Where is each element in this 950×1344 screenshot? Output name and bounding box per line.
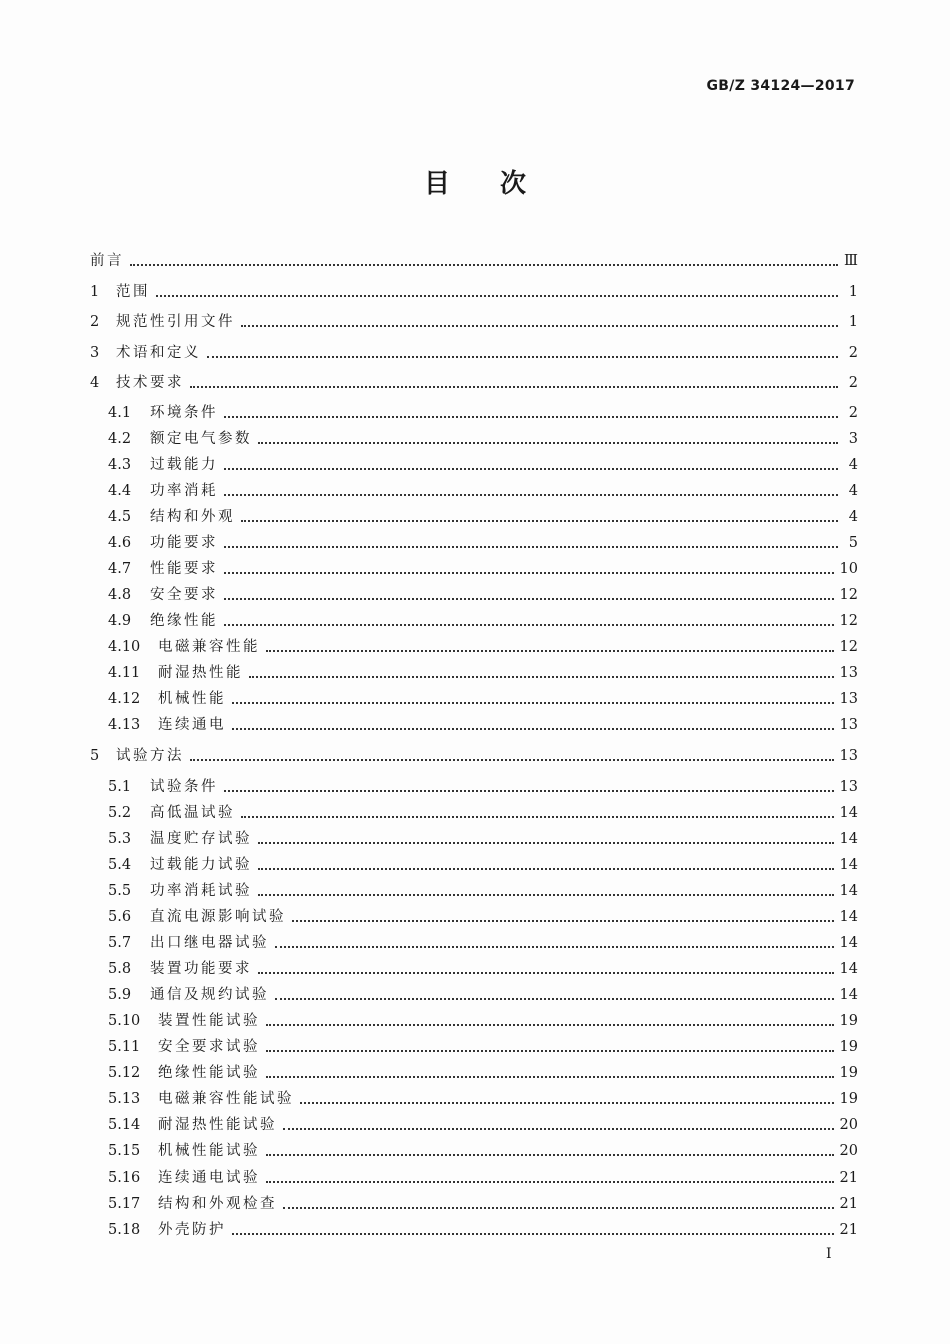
toc-entry-label: 电磁兼容性能试验 bbox=[158, 1091, 294, 1107]
toc-entry-number: 4 bbox=[90, 375, 100, 391]
toc-entry-number: 5 bbox=[90, 748, 100, 764]
toc-entry-page: 19 bbox=[839, 1065, 858, 1081]
toc-dot-leader bbox=[232, 701, 834, 704]
toc-entry-label: 连续通电 bbox=[158, 717, 226, 733]
toc-dot-leader bbox=[258, 893, 834, 896]
toc-entry-label: 性能要求 bbox=[150, 561, 218, 577]
toc-entry-label: 前言 bbox=[90, 253, 124, 269]
toc-entry-number: 4.2 bbox=[108, 431, 132, 447]
toc-entry-page: 4 bbox=[848, 457, 858, 473]
toc-entry[interactable] bbox=[108, 684, 858, 708]
toc-dot-leader bbox=[292, 919, 834, 922]
toc-entry-number: 2 bbox=[90, 314, 100, 330]
toc-dot-leader bbox=[275, 997, 834, 1000]
toc-entry-label: 术语和定义 bbox=[116, 345, 201, 361]
toc-entry-page: 4 bbox=[848, 509, 858, 525]
toc-entry-number: 5.13 bbox=[108, 1091, 141, 1107]
toc-entry[interactable] bbox=[108, 902, 858, 926]
toc-entry-page: 1 bbox=[848, 314, 858, 330]
toc-entry-page: 21 bbox=[839, 1222, 858, 1238]
toc-entry-number: 5.17 bbox=[108, 1196, 141, 1212]
title-char-1: 目 bbox=[423, 169, 450, 199]
toc-dot-leader bbox=[130, 263, 838, 266]
toc-entry-page: 21 bbox=[839, 1196, 858, 1212]
toc-entry-page: 14 bbox=[839, 883, 858, 899]
toc-entry-number: 4.7 bbox=[108, 561, 132, 577]
toc-entry[interactable] bbox=[108, 1110, 858, 1134]
toc-entry-page: 2 bbox=[848, 345, 858, 361]
toc-entry-label: 过载能力试验 bbox=[150, 857, 252, 873]
toc-entry-number: 5.11 bbox=[108, 1039, 141, 1055]
toc-entry-page: 14 bbox=[839, 857, 858, 873]
toc-dot-leader bbox=[224, 545, 838, 548]
toc-entry-label: 技术要求 bbox=[116, 375, 184, 391]
toc-entry-page: Ⅲ bbox=[844, 253, 858, 269]
toc-entry[interactable] bbox=[108, 450, 858, 474]
toc-entry-label: 高低温试验 bbox=[150, 805, 235, 821]
toc-entry-label: 试验方法 bbox=[116, 748, 184, 764]
toc-entry-number: 5.9 bbox=[108, 987, 132, 1003]
toc-entry-label: 绝缘性能 bbox=[150, 613, 218, 629]
toc-entry[interactable] bbox=[108, 632, 858, 656]
toc-dot-leader bbox=[207, 355, 838, 358]
toc-dot-leader bbox=[224, 415, 838, 418]
toc-dot-leader bbox=[258, 441, 838, 444]
toc-entry-label: 结构和外观 bbox=[150, 509, 235, 525]
toc-entry-label: 安全要求 bbox=[150, 587, 218, 603]
toc-dot-leader bbox=[241, 324, 838, 327]
toc-entry[interactable] bbox=[90, 246, 858, 270]
toc-dot-leader bbox=[258, 971, 834, 974]
toc-entry[interactable] bbox=[108, 1006, 858, 1030]
toc-entry-page: 20 bbox=[839, 1117, 858, 1133]
toc-dot-leader bbox=[283, 1127, 834, 1130]
toc-dot-leader bbox=[224, 493, 838, 496]
toc-entry-label: 环境条件 bbox=[150, 405, 218, 421]
toc-entry[interactable] bbox=[108, 1136, 858, 1160]
toc-entry[interactable] bbox=[108, 954, 858, 978]
toc-entry-page: 12 bbox=[839, 639, 858, 655]
toc-entry-label: 直流电源影响试验 bbox=[150, 909, 286, 925]
page-folio: I bbox=[826, 1246, 832, 1262]
toc-dot-leader bbox=[283, 1206, 834, 1209]
toc-entry-page: 5 bbox=[848, 535, 858, 551]
toc-entry[interactable] bbox=[108, 824, 858, 848]
toc-entry-label: 额定电气参数 bbox=[150, 431, 252, 447]
toc-dot-leader bbox=[232, 1232, 834, 1235]
toc-entry-page: 19 bbox=[839, 1039, 858, 1055]
toc-entry-number: 4.10 bbox=[108, 639, 141, 655]
toc-entry-label: 装置功能要求 bbox=[150, 961, 252, 977]
toc-entry[interactable] bbox=[108, 980, 858, 1004]
toc-entry-page: 13 bbox=[839, 665, 858, 681]
toc-entry[interactable] bbox=[108, 658, 858, 682]
toc-dot-leader bbox=[232, 727, 834, 730]
toc-entry-label: 耐湿热性能 bbox=[158, 665, 243, 681]
toc-entry-page: 20 bbox=[839, 1143, 858, 1159]
toc-dot-leader bbox=[266, 649, 834, 652]
toc-entry[interactable] bbox=[108, 1215, 858, 1239]
toc-entry-number: 5.3 bbox=[108, 831, 132, 847]
toc-dot-leader bbox=[224, 623, 834, 626]
toc-dot-leader bbox=[258, 841, 834, 844]
toc-entry-label: 出口继电器试验 bbox=[150, 935, 269, 951]
toc-entry[interactable] bbox=[90, 338, 858, 362]
toc-dot-leader bbox=[266, 1153, 834, 1156]
toc-entry-page: 14 bbox=[839, 909, 858, 925]
toc-entry-page: 2 bbox=[848, 405, 858, 421]
toc-entry-number: 4.8 bbox=[108, 587, 132, 603]
toc-entry-page: 13 bbox=[839, 691, 858, 707]
toc-entry[interactable] bbox=[108, 528, 858, 552]
toc-entry-number: 5.16 bbox=[108, 1170, 141, 1186]
toc-entry-number: 5.15 bbox=[108, 1143, 141, 1159]
toc-entry-label: 安全要求试验 bbox=[158, 1039, 260, 1055]
standard-code: GB/Z 34124—2017 bbox=[706, 78, 855, 94]
toc-entry[interactable] bbox=[108, 1163, 858, 1187]
toc-entry-number: 5.12 bbox=[108, 1065, 141, 1081]
toc-entry-number: 4.5 bbox=[108, 509, 132, 525]
toc-dot-leader bbox=[224, 597, 834, 600]
toc-entry-number: 5.4 bbox=[108, 857, 132, 873]
toc-entry-number: 5.10 bbox=[108, 1013, 141, 1029]
toc-entry-page: 13 bbox=[839, 717, 858, 733]
toc-entry[interactable] bbox=[108, 398, 858, 422]
toc-entry-number: 4.6 bbox=[108, 535, 132, 551]
toc-entry-page: 13 bbox=[839, 779, 858, 795]
toc-entry-page: 1 bbox=[848, 284, 858, 300]
toc-entry-number: 4.9 bbox=[108, 613, 132, 629]
toc-entry-page: 19 bbox=[839, 1013, 858, 1029]
toc-entry-label: 范围 bbox=[116, 284, 150, 300]
toc-dot-leader bbox=[266, 1049, 834, 1052]
toc-entry-label: 耐湿热性能试验 bbox=[158, 1117, 277, 1133]
toc-entry-label: 机械性能 bbox=[158, 691, 226, 707]
toc-entry[interactable] bbox=[108, 1032, 858, 1056]
toc-entry-label: 温度贮存试验 bbox=[150, 831, 252, 847]
toc-entry[interactable] bbox=[108, 606, 858, 630]
toc-entry[interactable] bbox=[108, 554, 858, 578]
toc-entry-label: 功能要求 bbox=[150, 535, 218, 551]
toc-entry-number: 4.13 bbox=[108, 717, 141, 733]
toc-entry-number: 1 bbox=[90, 284, 100, 300]
toc-entry-page: 14 bbox=[839, 935, 858, 951]
toc-entry[interactable] bbox=[108, 928, 858, 952]
toc-entry[interactable] bbox=[108, 424, 858, 448]
toc-dot-leader bbox=[241, 815, 834, 818]
toc-entry-label: 功率消耗试验 bbox=[150, 883, 252, 899]
toc-dot-leader bbox=[190, 385, 838, 388]
toc-dot-leader bbox=[300, 1101, 834, 1104]
toc-entry-page: 12 bbox=[839, 613, 858, 629]
toc-dot-leader bbox=[249, 675, 834, 678]
toc-entry-page: 4 bbox=[848, 483, 858, 499]
toc-entry-label: 结构和外观检查 bbox=[158, 1196, 277, 1212]
toc-entry-number: 5.2 bbox=[108, 805, 132, 821]
toc-entry-number: 5.8 bbox=[108, 961, 132, 977]
toc-entry[interactable] bbox=[108, 850, 858, 874]
toc-entry-number: 5.5 bbox=[108, 883, 132, 899]
toc-entry-number: 5.14 bbox=[108, 1117, 141, 1133]
toc-entry-number: 4.1 bbox=[108, 405, 132, 421]
toc-entry-page: 3 bbox=[848, 431, 858, 447]
toc-dot-leader bbox=[224, 467, 838, 470]
toc-dot-leader bbox=[224, 789, 834, 792]
toc-entry-page: 13 bbox=[839, 748, 858, 764]
toc-entry[interactable] bbox=[108, 710, 858, 734]
toc-entry[interactable] bbox=[108, 772, 858, 796]
toc-entry-number: 5.7 bbox=[108, 935, 132, 951]
toc-dot-leader bbox=[266, 1023, 834, 1026]
toc-entry[interactable] bbox=[90, 368, 858, 392]
toc-entry-label: 电磁兼容性能 bbox=[158, 639, 260, 655]
toc-entry-page: 12 bbox=[839, 587, 858, 603]
toc-entry[interactable] bbox=[108, 580, 858, 604]
toc-entry-label: 外壳防护 bbox=[158, 1222, 226, 1238]
toc-entry[interactable] bbox=[108, 798, 858, 822]
toc-entry-label: 功率消耗 bbox=[150, 483, 218, 499]
toc-entry-number: 4.4 bbox=[108, 483, 132, 499]
toc-entry-page: 19 bbox=[839, 1091, 858, 1107]
toc-entry-number: 5.6 bbox=[108, 909, 132, 925]
toc-entry-label: 连续通电试验 bbox=[158, 1170, 260, 1186]
toc-entry-label: 规范性引用文件 bbox=[116, 314, 235, 330]
toc-entry-label: 过载能力 bbox=[150, 457, 218, 473]
title-char-2: 次 bbox=[500, 169, 527, 199]
toc-entry[interactable] bbox=[108, 1189, 858, 1213]
toc-entry-page: 10 bbox=[839, 561, 858, 577]
toc-entry[interactable] bbox=[90, 277, 858, 301]
toc-entry[interactable] bbox=[108, 1084, 858, 1108]
toc-entry-label: 机械性能试验 bbox=[158, 1143, 260, 1159]
toc-dot-leader bbox=[156, 294, 838, 297]
toc-entry-page: 14 bbox=[839, 987, 858, 1003]
toc-entry-label: 通信及规约试验 bbox=[150, 987, 269, 1003]
toc-entry-number: 3 bbox=[90, 345, 100, 361]
toc-entry-page: 14 bbox=[839, 831, 858, 847]
toc-dot-leader bbox=[258, 867, 834, 870]
toc-entry[interactable] bbox=[108, 876, 858, 900]
toc-entry[interactable] bbox=[90, 307, 858, 331]
toc-entry-number: 4.12 bbox=[108, 691, 141, 707]
toc-entry-label: 试验条件 bbox=[150, 779, 218, 795]
toc-entry-number: 5.18 bbox=[108, 1222, 141, 1238]
toc-entry-label: 装置性能试验 bbox=[158, 1013, 260, 1029]
toc-entry-page: 14 bbox=[839, 961, 858, 977]
toc-entry[interactable] bbox=[90, 741, 858, 765]
toc-entry[interactable] bbox=[108, 502, 858, 526]
toc-entry-page: 21 bbox=[839, 1170, 858, 1186]
toc-entry-number: 5.1 bbox=[108, 779, 132, 795]
toc-entry[interactable] bbox=[108, 476, 858, 500]
toc-dot-leader bbox=[241, 519, 838, 522]
toc-dot-leader bbox=[190, 758, 834, 761]
toc-dot-leader bbox=[275, 945, 834, 948]
toc-entry-page: 14 bbox=[839, 805, 858, 821]
toc-dot-leader bbox=[266, 1180, 834, 1183]
toc-entry-label: 绝缘性能试验 bbox=[158, 1065, 260, 1081]
toc-entry[interactable] bbox=[108, 1058, 858, 1082]
toc-entry-page: 2 bbox=[848, 375, 858, 391]
toc-entry-number: 4.3 bbox=[108, 457, 132, 473]
toc-dot-leader bbox=[266, 1075, 834, 1078]
toc-entry-number: 4.11 bbox=[108, 665, 141, 681]
toc-dot-leader bbox=[224, 571, 834, 574]
